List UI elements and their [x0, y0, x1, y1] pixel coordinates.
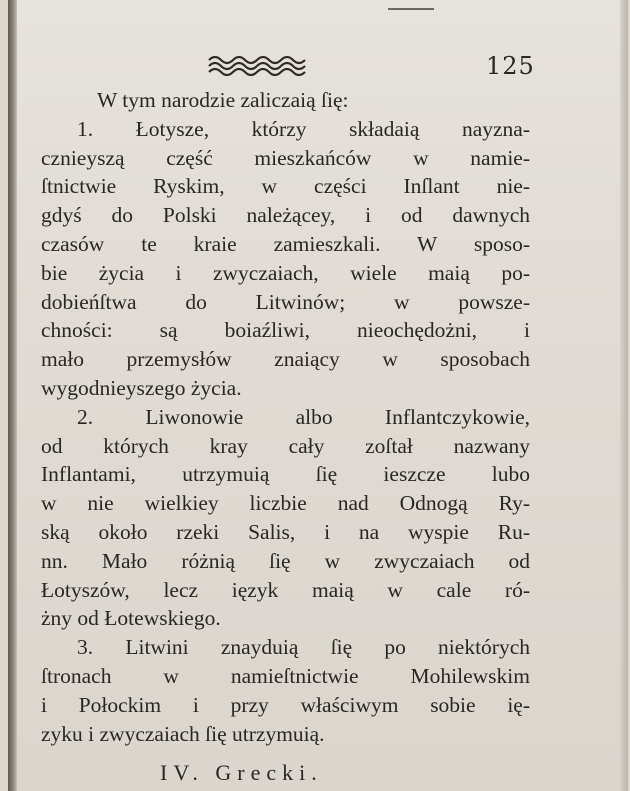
text-line: dobieńſtwa do Litwinów; w powsze- [41, 289, 530, 314]
text-line: Inflantami, utrzymuią ſię ieszcze lubo [41, 462, 530, 487]
text-line: 3. Litwini znayduią ſię po niektórych [77, 635, 530, 660]
text-line: gdyś do Polski należącey, i od dawnych [41, 203, 530, 228]
text-line: wygodnieyszego życia. [41, 375, 242, 400]
text-line: cznieyszą część mieszkańców w namie- [41, 145, 530, 170]
text-line: ſtronach w namieſtnictwie Mohilewskim [41, 663, 530, 688]
text-line: ską około rzeki Salis, i na wyspie Ru- [41, 519, 530, 544]
text-line: W tym narodzie zaliczaią ſię: [97, 88, 349, 112]
text-line: nn. Mało różnią ſię w zwyczaiach od [41, 548, 530, 573]
page-number: 125 [486, 52, 535, 80]
body-text [41, 86, 530, 748]
text-line: w nie wielkiey liczbie nad Odnogą Ry- [41, 491, 530, 516]
page-right-edge [620, 0, 628, 791]
text-line: Łotyszów, lecz ięzyk maią w cale ró- [41, 577, 530, 602]
text-line: mało przemysłów znaiący w sposobach [41, 347, 530, 372]
text-line: od których kray cały zoſtał nazwany [41, 433, 530, 458]
section-heading: IV. Grecki. [160, 760, 323, 785]
page-gutter-shadow [8, 0, 17, 791]
text-line: bie życia i zwyczaiach, wiele maią po- [41, 260, 530, 285]
text-line: ſtnictwie Ryskim, w części Inſlant nie- [41, 174, 530, 199]
wave-ornament [205, 52, 315, 78]
text-line: zyku i zwyczaiach ſię utrzymuią. [41, 721, 325, 746]
text-line: 1. Łotysze, którzy składaią nayzna- [77, 116, 530, 141]
text-line: chności: są boiaźliwi, nieochędożni, i [41, 318, 530, 343]
text-line: 2. Liwonowie albo Inflantczykowie, [77, 404, 530, 429]
text-line: żny od Łotewskiego. [41, 606, 221, 631]
text-line: i Połockim i przy właściwym sobie ię- [41, 692, 530, 717]
text-line: czasów te kraie zamieszkali. W sposo- [41, 231, 530, 256]
top-rule [388, 8, 434, 10]
